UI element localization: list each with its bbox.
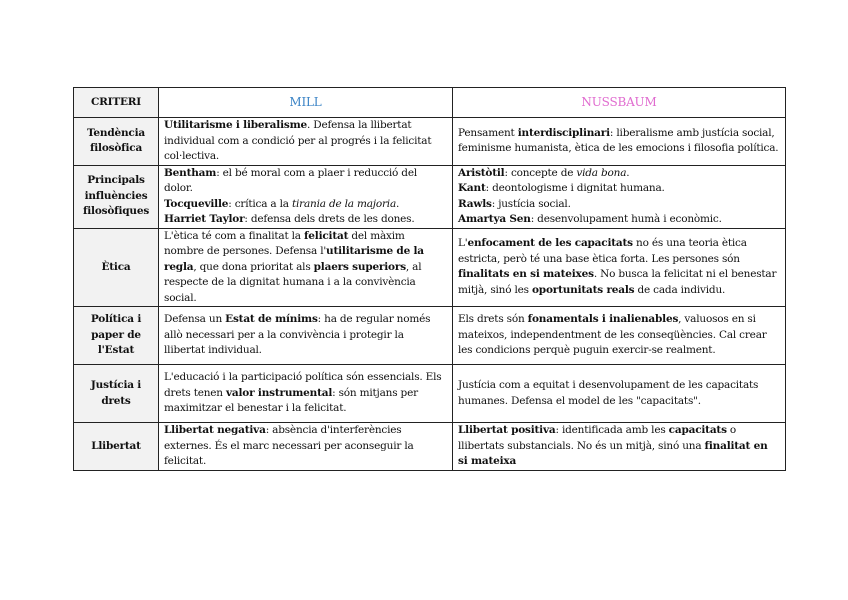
- bold-text: valor instrumental: [226, 386, 333, 399]
- cell-nussbaum: [453, 423, 786, 471]
- table-body: [74, 118, 786, 471]
- table-row: [74, 228, 786, 307]
- text-segment: : liberalisme amb justícia social, feminisme humanista, ètica de les emocions i filosofia política.: [458, 126, 779, 155]
- row-label: Política i paper de l'Estat: [74, 307, 159, 365]
- cell-mill: [159, 165, 453, 228]
- row-label: Principals influències filosòfiques: [74, 165, 159, 228]
- table-row: [74, 165, 786, 228]
- text-segment: : justícia social.: [491, 197, 571, 210]
- bold-text: finalitats en si mateixes: [458, 268, 594, 281]
- text-segment: . No busca la felicitat ni el benestar mitjà, sinó les: [458, 268, 777, 296]
- header-criteri: CRITERI: [74, 88, 159, 118]
- bold-text: Llibertat negativa: [164, 424, 266, 436]
- bold-text: finalitat en si mateixa: [458, 439, 768, 467]
- header-row: [74, 88, 786, 118]
- bold-text: Kant: [458, 182, 486, 194]
- cell-line: [458, 212, 780, 228]
- text-segment: del màxim nombre de persones. Defensa l': [164, 229, 405, 257]
- bold-text: Tocqueville: [164, 197, 229, 210]
- cell-line: [164, 166, 447, 197]
- cell-mill: [159, 118, 453, 166]
- text-segment: : identificada amb les: [555, 424, 669, 436]
- cell-line: [164, 212, 447, 228]
- bold-text: oportunitats reals: [532, 283, 635, 296]
- cell-line: [458, 423, 780, 470]
- header-nussbaum: NUSSBAUM: [453, 88, 786, 118]
- text-segment: : desenvolupament humà i econòmic.: [530, 213, 722, 225]
- text-segment: , al respecte de la dignitat humana i a la convivència social.: [164, 260, 422, 304]
- comparison-table: [73, 87, 786, 471]
- row-label: Tendència filosòfica: [74, 118, 159, 166]
- cell-line: [164, 312, 447, 359]
- cell-line: [164, 118, 447, 165]
- bold-text: interdisciplinari: [517, 126, 610, 139]
- text-segment: L': [458, 237, 468, 250]
- row-label: Ètica: [74, 228, 159, 307]
- cell-line: [458, 126, 780, 157]
- cell-nussbaum: [453, 307, 786, 365]
- text-segment: : el bé moral com a plaer i reducció del dolor.: [164, 166, 417, 194]
- text-segment: , valuosos en si mateixos, independentment de les conseqüències. Cal crear les condicions perquè puguin exercir-se realment.: [458, 313, 767, 357]
- cell-line: [458, 166, 780, 182]
- cell-line: [458, 181, 780, 197]
- text-segment: de cada individu.: [634, 283, 726, 296]
- text-segment: no és una teoria ètica estricta, però té una base ètica forta. Les persones són: [458, 237, 747, 265]
- text-segment: .: [396, 197, 400, 210]
- bold-text: capacitats: [668, 424, 727, 436]
- cell-line: [164, 370, 447, 417]
- text-segment: : ha de regular només allò necessari per a la convivència i protegir la llibertat individual.: [164, 313, 431, 357]
- cell-nussbaum: [453, 118, 786, 166]
- table-row: [74, 307, 786, 365]
- bold-text: Estat de mínims: [225, 313, 318, 326]
- bold-text: Llibertat positiva: [458, 424, 556, 436]
- text-segment: L'educació i la participació política són essencials. Els drets tenen: [164, 371, 442, 399]
- italic-text: vida bona: [576, 166, 627, 179]
- bold-text: Utilitarisme i liberalisme: [164, 119, 307, 131]
- bold-text: Rawls: [458, 197, 492, 210]
- table-row: [74, 365, 786, 423]
- cell-line: [458, 312, 780, 359]
- text-segment: .: [626, 166, 630, 179]
- bold-text: plaers superiors: [313, 260, 406, 273]
- cell-line: [164, 423, 447, 470]
- table-row: [74, 423, 786, 471]
- bold-text: Bentham: [164, 166, 217, 179]
- bold-text: fonamentals i inalienables: [527, 313, 679, 326]
- text-segment: : són mitjans per maximitzar el benestar i la felicitat.: [164, 386, 418, 415]
- bold-text: utilitarisme de la regla: [164, 245, 424, 273]
- header-mill: MILL: [159, 88, 453, 118]
- text-segment: o llibertats substancials. No és un mitjà, sinó una: [458, 424, 737, 452]
- text-segment: : deontologisme i dignitat humana.: [485, 182, 665, 194]
- bold-text: Aristòtil: [458, 166, 505, 179]
- text-segment: Justícia com a equitat i desenvolupament de les capacitats humanes. Defensa el model de les "capacitats".: [458, 379, 759, 407]
- cell-line: [164, 197, 447, 213]
- cell-line: [164, 229, 447, 307]
- cell-mill: [159, 307, 453, 365]
- row-label: Justícia i drets: [74, 365, 159, 423]
- text-segment: : concepte de: [504, 166, 577, 179]
- text-segment: : defensa dels drets de les dones.: [244, 213, 415, 225]
- cell-line: [458, 236, 780, 298]
- text-segment: Defensa un: [164, 313, 226, 326]
- cell-line: [458, 197, 780, 213]
- cell-mill: [159, 228, 453, 307]
- bold-text: Amartya Sen: [458, 213, 531, 225]
- text-segment: , que dona prioritat als: [193, 260, 314, 273]
- cell-nussbaum: [453, 365, 786, 423]
- cell-line: [458, 378, 780, 409]
- row-label: Llibertat: [74, 423, 159, 471]
- text-segment: Pensament: [458, 126, 518, 139]
- text-segment: : crítica a la: [228, 197, 292, 210]
- text-segment: : absència d'interferències externes. És el marc necessari per aconseguir la felicitat.: [164, 424, 414, 467]
- cell-mill: [159, 365, 453, 423]
- bold-text: Harriet Taylor: [164, 213, 245, 225]
- cell-nussbaum: [453, 228, 786, 307]
- text-segment: . Defensa la llibertat individual com a condició per al progrés i la felicitat col·lectiva.: [164, 119, 432, 162]
- table-row: [74, 118, 786, 166]
- text-segment: L'ètica té com a finalitat la: [164, 229, 304, 242]
- bold-text: enfocament de les capacitats: [467, 237, 633, 250]
- cell-mill: [159, 423, 453, 471]
- text-segment: Els drets són: [458, 313, 528, 326]
- cell-nussbaum: [453, 165, 786, 228]
- italic-text: tirania de la majoria: [291, 197, 397, 210]
- bold-text: felicitat: [303, 229, 349, 242]
